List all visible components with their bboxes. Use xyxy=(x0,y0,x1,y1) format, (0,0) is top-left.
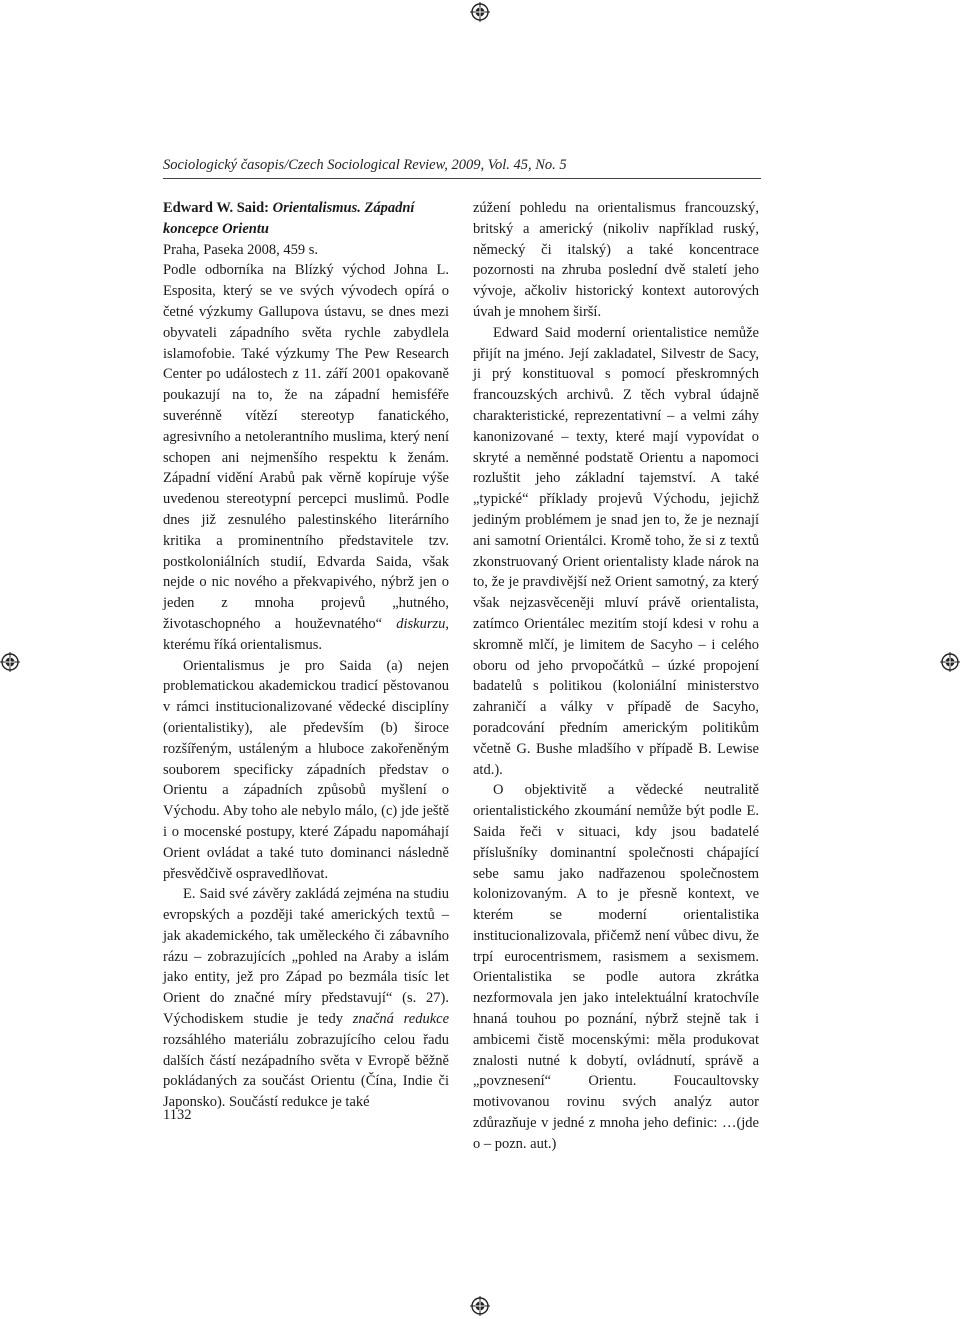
running-head: Sociologický časopis/Czech Sociological Review, 2009, Vol. 45, No. 5 xyxy=(163,157,567,173)
book-author: Edward W. Said: xyxy=(163,200,269,216)
page-number: 1132 xyxy=(163,1107,192,1123)
registration-mark-icon xyxy=(0,652,20,672)
registration-mark-icon xyxy=(940,652,960,672)
header-rule xyxy=(163,178,761,179)
paragraph: O objektivitě a vědecké neutralitě orientalistického zkoumání nemůže být podle E. Saida řeči v situaci, kdy jsou badatelé příslušníky dominantní společnosti chápající sebe samu jako nadřazenou společnostem kolonizovaným. A to je přesně kontext, ve kterém se moderní orientalistika institucionalizovala, přičemž není vůbec divu, že trpí eurocentrismem, rasismem a sexismem. Orientalistika se podle autora zkrátka nezformovala jen jako intelektuální kratochvíle hnaná touhou po poznání, nýbrž stejně tak i ambicemi čistě mocenskými: měla produkovat znalosti nutné k dobytí, ovládnutí, správě a „povznesení“ Orientu. Foucaultovsky motivovanou rovinu svých analýz autor zdůrazňuje v jedné z mnoha jeho definic: …(jde o – pozn. aut.) xyxy=(473,782,759,1152)
left-column xyxy=(163,198,449,1113)
paragraph: zúžení pohledu na orientalismus francouzský, britský a americký (nikoliv například ruský, německý či italský) a také koncentrace pozornosti na zhruba poslední dvě staletí jeho vývoje, ačkoliv historický kontext autorových úvah je mnohem širší. xyxy=(473,200,759,320)
book-title: Orientalismus. Západní koncepce Orientu xyxy=(163,200,415,237)
paragraph: E. Said své závěry zakládá zejména na studiu evropských a později také amerických textů – jak akademického, tak uměleckého či zábavního rázu – zobrazujících „pohled na Araby a islám jako entity, jež pro Západ po bezmála tisíc let Orient do značné míry představují“ (s. 27). Východiskem studie je tedy značná redukce rozsáhlého materiálu zobrazujícího celou řadu dalších částí nezápadního světa v Evropě běžně pokládaných za součást Orientu (Čína, Indie či Japonsko). Součástí redukce je také xyxy=(163,886,449,1111)
book-reference xyxy=(163,198,449,260)
registration-mark-icon xyxy=(470,1296,490,1316)
right-column xyxy=(473,198,759,1155)
emphasis: diskurzu xyxy=(396,615,446,632)
emphasis: značná redukce xyxy=(352,1011,449,1028)
paragraph: Orientalismus je pro Saida (a) nejen problematickou akademickou tradicí pěstovanou v rámci institucionalizované vědecké disciplíny (orientalistiky), ale především (b) široce rozšířeným, ustáleným a hluboce zakořeněným souborem specificky západních představ o Orientu a západních způsobů myšlení o Východu. Aby toho ale nebylo málo, (c) jde ještě i o mocenské postupy, které Západu napomáhají Orient ovládat a také tuto dominanci následně přesvědčivě ospravedlňovat. xyxy=(163,657,449,882)
registration-mark-icon xyxy=(470,2,490,22)
paragraph: Edward Said moderní orientalistice nemůže přijít na jméno. Její zakladatel, Silvestr de Sacy, ji prý konstituoval s pomocí přeskromných francouzských archivů. Z těch vybral údajně charakteristické, reprezentativní – a velmi záhy kanonizované – texty, které mají vypovídat o skryté a neměnné podstatě Orientu a napomoci rozluštit jeho základní tajemství. A také „typické“ příklady projevů Východu, jejichž jediným problémem je snad jen to, že je neznají ani samotní Orientálci. Kromě toho, že si z textů zkonstruovaný Orient orientalisty klade nárok na to, že je pravdivější než Orient samotný, za který však nejzasvěceněji mluví právě orientalista, zatímco Orientálec mezitím stojí kdesi v rohu a skromně mlčí, je limitem de Sacyho – i celého oboru od jeho prvopočátků – úzké propojení badatelů s politikou (koloniální ministerstvo zahraničí a války v případě de Sacyho, poradcování předním americkým politikům včetně G. Bushe mladšího v případě B. Lewise atd.). xyxy=(473,324,759,778)
book-imprint: Praha, Paseka 2008, 459 s. xyxy=(163,241,319,258)
paragraph: Podle odborníka na Blízký východ Johna L. Esposita, který se ve svých vývodech opírá o četné výzkumy Gallupova ústavu, se dnes mezi obyvateli západního světa rychle zabydlela islamofobie. Také výzkumy The Pew Research Center po událostech z 11. září 2001 opakovaně poukazují na to, že na západní hemisféře suverénně vítězí stereotyp fanatického, agresivního a netolerantního muslima, který není schopen ani nejmenšího respektu k ženám. Západní vidění Arabů pak věrně kopíruje výše uvedenou stereotypní percepci muslimů. Podle dnes již zesnulého palestinského literárního kritika a prominentního představitele tzv. postkoloniálních studií, Edvarda Saida, však nejde o nic nového a překvapivého, nýbrž jen o jeden z mnoha projevů „hutného, životaschopného a houževnatého“ diskurzu, kterému říká orientalismus. xyxy=(163,262,449,653)
